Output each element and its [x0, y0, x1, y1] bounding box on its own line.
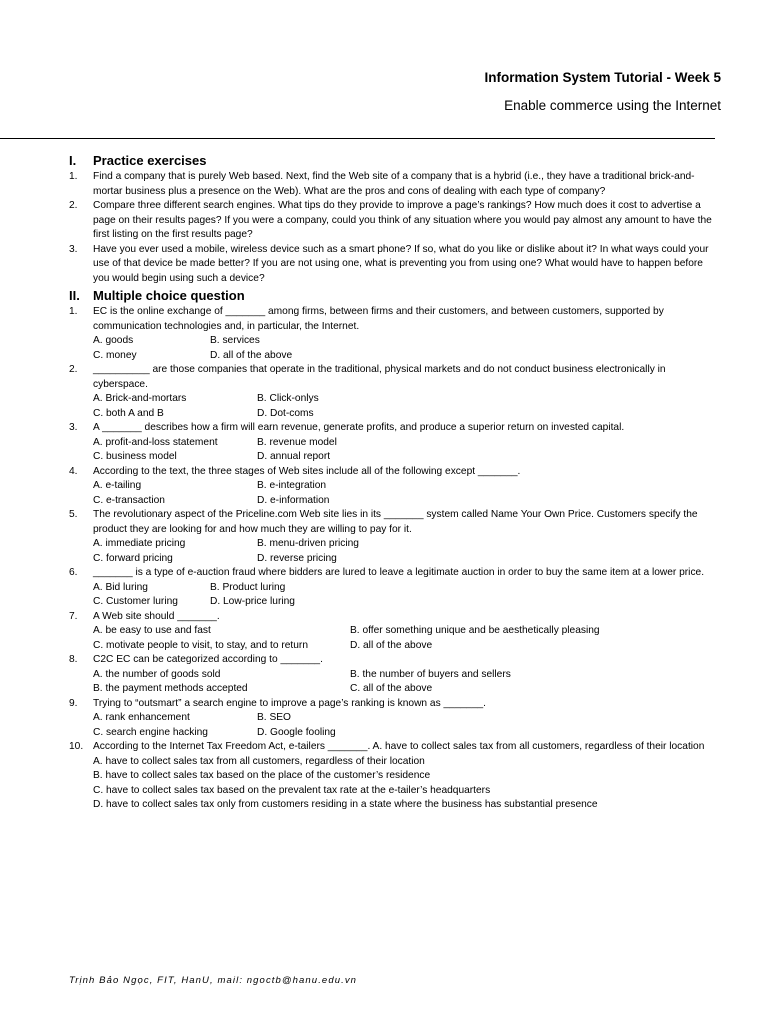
mcq-question	[69, 566, 721, 610]
question-text: A _______ describes how a firm will earn revenue, generate profits, and produce a superior return on invested capital.	[93, 422, 625, 433]
answer-option: B. Click-onlys	[257, 393, 319, 404]
item-text: Find a company that is purely Web based. Next, find the Web site of a company that is a hybrid (i.e., they have a traditional brick-and-mortar business plus a presence on the Web). What are the pros and cons of dealing with each type of company?	[93, 171, 695, 197]
answer-option: D. e-information	[257, 494, 330, 506]
answer-options	[93, 711, 721, 740]
answer-option: D. all of the above	[210, 349, 293, 361]
answer-option: D. reverse pricing	[257, 552, 337, 564]
answer-options	[93, 581, 721, 610]
answer-option: C. have to collect sales tax based on the prevalent tax rate at the e-tailer’s headquarters	[93, 784, 491, 796]
answer-option: D. Low-price luring	[210, 596, 295, 607]
answer-option: A. goods	[93, 335, 134, 346]
answer-options	[93, 537, 721, 566]
answer-option: B. SEO	[257, 712, 291, 723]
practice-exercise-item	[69, 243, 721, 287]
question-number: 9.	[69, 697, 78, 709]
question-number: 2.	[69, 364, 78, 375]
question-number: 10.	[69, 741, 84, 752]
mcq-question	[69, 465, 721, 509]
answer-option: D. have to collect sales tax only from customers residing in a state where the business has substantial presence	[93, 799, 598, 810]
answer-options	[93, 668, 721, 697]
answer-options	[93, 436, 721, 465]
practice-exercise-item	[69, 199, 721, 243]
item-number: 3.	[69, 243, 78, 255]
document-title: Information System Tutorial - Week 5	[484, 70, 721, 85]
question-number: 6.	[69, 567, 78, 578]
answer-option: C. e-transaction	[93, 494, 165, 506]
question-number: 3.	[69, 422, 78, 433]
item-text: Have you ever used a mobile, wireless device such as a smart phone? If so, what do you like or dislike about it? In what ways could your use of that device be made better? If you are not using one, what is preventing you from using one? What would have to happen before you would begin using such a device?	[93, 243, 709, 284]
answer-option: B. have to collect sales tax based on the place of the customer’s residence	[93, 770, 431, 781]
answer-option: C. forward pricing	[93, 552, 173, 564]
question-number: 8.	[69, 654, 78, 665]
answer-option: A. Bid luring	[93, 581, 148, 593]
header-divider	[0, 138, 715, 139]
answer-option: A. rank enhancement	[93, 712, 190, 723]
question-text: Trying to “outsmart” a search engine to improve a page’s ranking is known as _______.	[93, 697, 486, 709]
answer-option: B. e-integration	[257, 480, 327, 491]
section-number: II.	[69, 288, 80, 303]
answer-option: C. business model	[93, 451, 177, 462]
answer-option: B. menu-driven pricing	[257, 538, 359, 549]
mcq-question	[69, 363, 721, 421]
footer-author: Trịnh Bảo Ngọc, FIT, HanU, mail: ngoctb@hanu.edu.vn	[69, 975, 358, 986]
question-text: According to the text, the three stages of Web sites include all of the following except _______.	[93, 465, 521, 477]
answer-option: D. annual report	[257, 451, 331, 462]
question-text: According to the Internet Tax Freedom Act, e-tailers _______. A. have to collect sales tax from all customers, regardless of their location	[93, 741, 705, 752]
question-text: _______ is a type of e-auction fraud where bidders are lured to leave a legitimate auction in order to buy the same item at a lower price.	[93, 567, 705, 578]
answer-option: D. Dot-coms	[257, 407, 314, 419]
answer-option: C. money	[93, 349, 137, 361]
item-number: 2.	[69, 200, 78, 211]
answer-option: B. revenue model	[257, 436, 337, 448]
answer-option: A. profit-and-loss statement	[93, 436, 218, 448]
answer-option: D. all of the above	[350, 639, 433, 651]
mcq-question	[69, 421, 721, 465]
answer-option: A. immediate pricing	[93, 538, 186, 549]
answer-option: C. Customer luring	[93, 596, 178, 607]
question-number: 1.	[69, 306, 78, 317]
question-number: 7.	[69, 610, 78, 622]
answer-option: B. services	[210, 335, 260, 346]
answer-option: A. have to collect sales tax from all customers, regardless of their location	[93, 755, 425, 767]
answer-options	[93, 334, 721, 363]
document-subtitle: Enable commerce using the Internet	[504, 98, 721, 113]
answer-option: B. Product luring	[210, 581, 286, 593]
answer-options	[93, 755, 721, 813]
question-number: 5.	[69, 509, 78, 520]
mcq-question	[69, 697, 721, 741]
answer-option: A. Brick-and-mortars	[93, 393, 187, 404]
mcq-question	[69, 653, 721, 697]
section-practice-heading	[69, 153, 721, 168]
answer-option: D. Google fooling	[257, 726, 336, 738]
question-number: 4.	[69, 465, 78, 477]
practice-exercise-list	[69, 170, 721, 286]
answer-option: B. offer something unique and be aesthetically pleasing	[350, 625, 600, 636]
mcq-question	[69, 508, 721, 566]
answer-option: B. the payment methods accepted	[93, 683, 248, 694]
answer-option: C. motivate people to visit, to stay, and to return	[93, 639, 308, 651]
practice-exercise-item	[69, 170, 721, 199]
question-text: __________ are those companies that operate in the traditional, physical markets and do not conduct business electronically in cyberspace.	[93, 364, 666, 390]
answer-option: C. all of the above	[350, 683, 433, 694]
section-number: I.	[69, 153, 77, 168]
item-text: Compare three different search engines. What tips do they provide to improve a page’s rankings? How much does it cost to advertise a page on their results pages? If you were a company, could you think of any situation where you would pay almost any amount to have the first listing on the first results page?	[93, 200, 712, 240]
section-title: Practice exercises	[93, 153, 207, 168]
answer-options	[93, 392, 721, 421]
answer-options	[93, 479, 721, 508]
section-title: Multiple choice question	[93, 288, 245, 303]
mcq-list	[69, 305, 721, 813]
document-body	[69, 153, 721, 813]
answer-option: A. e-tailing	[93, 480, 142, 491]
answer-option: A. be easy to use and fast	[93, 625, 211, 636]
answer-options	[93, 624, 721, 653]
mcq-question	[69, 610, 721, 654]
answer-option: C. search engine hacking	[93, 726, 208, 738]
section-mcq-heading	[69, 288, 721, 303]
answer-option: B. the number of buyers and sellers	[350, 668, 511, 680]
question-text: A Web site should _______.	[93, 610, 220, 622]
question-text: C2C EC can be categorized according to _______.	[93, 654, 323, 665]
mcq-question	[69, 305, 721, 363]
answer-option: C. both A and B	[93, 407, 164, 419]
mcq-question	[69, 740, 721, 813]
answer-option: A. the number of goods sold	[93, 668, 221, 680]
question-text: EC is the online exchange of _______ among firms, between firms and their customers, and between customers, supported by communication technologies and, in particular, the Internet.	[93, 306, 664, 332]
question-text: The revolutionary aspect of the Priceline.com Web site lies in its _______ system called Name Your Own Price. Customers specify the product they are looking for and how much they are willing to pay for it.	[93, 509, 698, 535]
item-number: 1.	[69, 171, 78, 182]
